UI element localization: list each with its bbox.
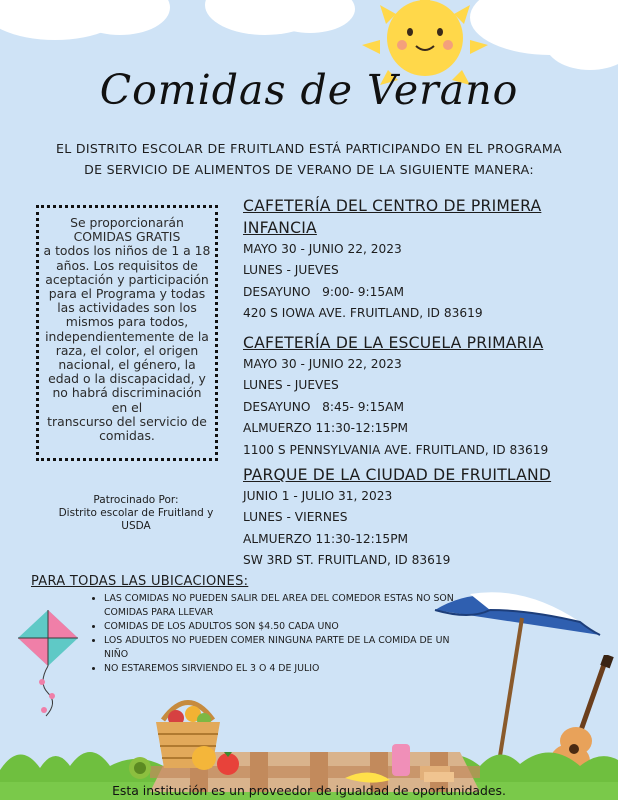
fruit-illustration xyxy=(128,742,268,782)
location-heading-cont: INFANCIA xyxy=(243,219,317,237)
location-breakfast: DESAYUNO 9:00- 9:15AM xyxy=(243,284,404,299)
location-days: LUNES - JUEVES xyxy=(243,263,339,278)
notice-line: edad o la discapacidad, y xyxy=(48,371,206,387)
location-lunch: ALMUERZO 11:30-12:15PM xyxy=(243,531,409,546)
location-dates: MAYO 30 - JUNIO 22, 2023 xyxy=(243,357,402,371)
list-item: • COMIDAS DE LOS ADULTOS SON $4.50 CADA UNO xyxy=(104,620,464,634)
footer-text: Esta institución es un proveedor de igualdad de oportunidades. xyxy=(112,783,506,798)
intro-line-1: EL DISTRITO ESCOLAR DE FRUITLAND ESTÁ PARTICIPANDO EN EL PROGRAMA xyxy=(56,141,562,156)
notice-line: para el Programa y todas xyxy=(48,286,206,302)
notice-line: COMIDAS GRATIS xyxy=(73,229,181,245)
cloud-right-2 xyxy=(545,15,618,70)
nondiscrimination-notice xyxy=(36,205,218,461)
notice-line: independientemente de la xyxy=(45,328,209,344)
location-breakfast: DESAYUNO 8:45- 9:15AM xyxy=(243,399,404,414)
location-lunch: ALMUERZO 11:30-12:15PM xyxy=(243,421,409,436)
notice-line: las actividades son los xyxy=(57,300,197,316)
location-elementary-cafeteria xyxy=(243,332,613,461)
location-heading: PARQUE DE LA CIUDAD DE FRUITLAND xyxy=(243,466,552,484)
sponsor-name: Distrito escolar de Fruitland y xyxy=(58,507,214,519)
notice-line: mismos para todos, xyxy=(65,314,189,330)
location-early-childhood-cafeteria xyxy=(243,195,613,325)
notice-line: en el xyxy=(111,399,143,415)
notice-line: a todos los niños de 1 a 18 xyxy=(43,243,211,259)
location-days: LUNES - JUEVES xyxy=(243,378,339,393)
intro-text xyxy=(16,138,602,180)
location-address: SW 3RD ST. FRUITLAND, ID 83619 xyxy=(243,553,451,568)
list-item: • NO ESTAREMOS SIRVIENDO EL 3 O 4 DE JULIO xyxy=(104,662,464,676)
location-city-park xyxy=(243,464,613,572)
location-dates: MAYO 30 - JUNIO 22, 2023 xyxy=(243,242,402,256)
list-item: • LOS ADULTOS NO PUEDEN COMER NINGUNA PARTE DE LA COMIDA DE UN NIÑO xyxy=(104,634,464,662)
sponsor-info xyxy=(36,494,236,533)
location-dates: JUNIO 1 - JULIO 31, 2023 xyxy=(243,489,393,503)
notice-line: no habrá discriminación xyxy=(52,385,202,401)
all-locations-list xyxy=(88,592,464,676)
page-title: Comidas de Verano xyxy=(99,66,519,114)
location-address: 420 S IOWA AVE. FRUITLAND, ID 83619 xyxy=(243,306,483,321)
intro-line-2: DE SERVICIO DE ALIMENTOS DE VERANO DE LA SIGUIENTE MANERA: xyxy=(84,162,534,177)
notice-line: transcurso del servicio de xyxy=(47,413,207,429)
location-address: 1100 S PENNSYLVANIA AVE. FRUITLAND, ID 83619 xyxy=(243,442,549,457)
notice-line: nacional, el género, la xyxy=(58,357,196,373)
notice-line: años. Los requisitos de xyxy=(56,257,198,273)
notice-line: Se proporcionarán xyxy=(70,215,184,230)
kite-illustration xyxy=(8,608,88,718)
notice-line: raza, el color, el origen xyxy=(55,342,199,358)
notice-line: aceptación y participación xyxy=(45,271,209,287)
sponsor-usda: USDA xyxy=(121,520,151,532)
drink-and-snacks-illustration xyxy=(340,742,480,787)
list-item: • LAS COMIDAS NO PUEDEN SALIR DEL AREA DEL COMEDOR ESTAS NO SON COMIDAS PARA LLEVAR xyxy=(104,592,464,620)
location-heading: CAFETERÍA DEL CENTRO DE PRIMERA xyxy=(243,197,542,215)
notice-line: comidas. xyxy=(99,428,155,444)
location-days: LUNES - VIERNES xyxy=(243,510,348,525)
all-locations-heading: PARA TODAS LAS UBICACIONES: xyxy=(31,574,249,589)
location-heading: CAFETERÍA DE LA ESCUELA PRIMARIA xyxy=(243,334,544,352)
sponsor-label: Patrocinado Por: xyxy=(93,494,179,506)
